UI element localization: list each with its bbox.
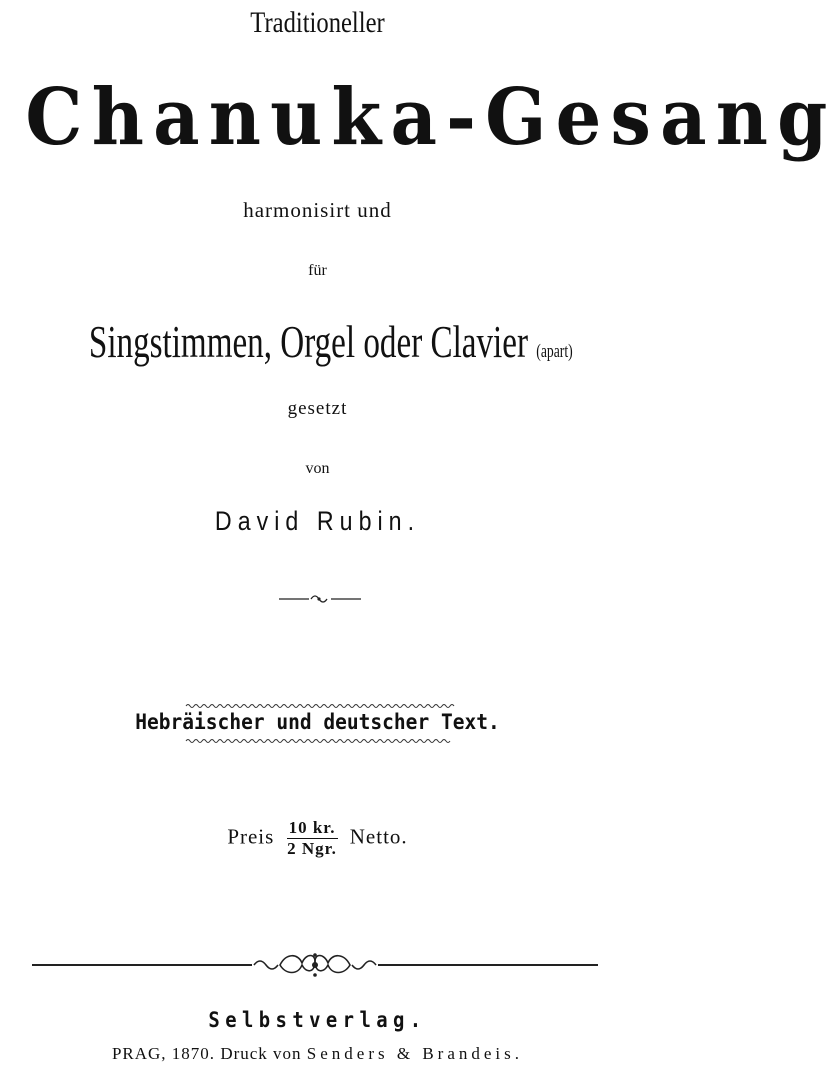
subtitle-traditional: Traditioneller xyxy=(250,6,385,39)
imprint-printer-prefix: Druck von xyxy=(220,1044,302,1063)
set-line: gesetzt xyxy=(287,398,348,419)
text-language-note: Hebräischer und deutscher Text. xyxy=(135,710,500,734)
imprint-printer: Senders & Brandeis. xyxy=(306,1044,524,1063)
wavy-rule-top xyxy=(186,703,448,709)
instruments-note: (apart) xyxy=(536,341,573,362)
decorative-rule-ornament xyxy=(30,950,600,980)
author-name: David Rubin. xyxy=(214,506,421,536)
imprint-place-year: PRAG, 1870. xyxy=(111,1044,216,1063)
harmonized-line: harmonisirt und xyxy=(243,198,392,222)
imprint-line xyxy=(0,1044,635,1064)
for-line: für xyxy=(308,262,327,279)
main-title: Chanuka-Gesang xyxy=(25,72,837,163)
price-line xyxy=(0,818,635,859)
price-fraction xyxy=(287,818,338,859)
by-line: von xyxy=(305,460,330,477)
price-denominator: 2 Ngr. xyxy=(287,839,337,858)
price-suffix: Netto. xyxy=(349,824,408,849)
price-numerator: 10 kr. xyxy=(288,818,336,837)
instruments-line xyxy=(88,315,573,368)
wavy-rule-bottom xyxy=(186,738,448,744)
price-label: Preis xyxy=(227,824,275,849)
small-flourish-ornament xyxy=(277,592,363,606)
publisher: Selbstverlag. xyxy=(208,1008,427,1032)
instruments-text: Singstimmen, Orgel oder Clavier xyxy=(88,316,528,367)
